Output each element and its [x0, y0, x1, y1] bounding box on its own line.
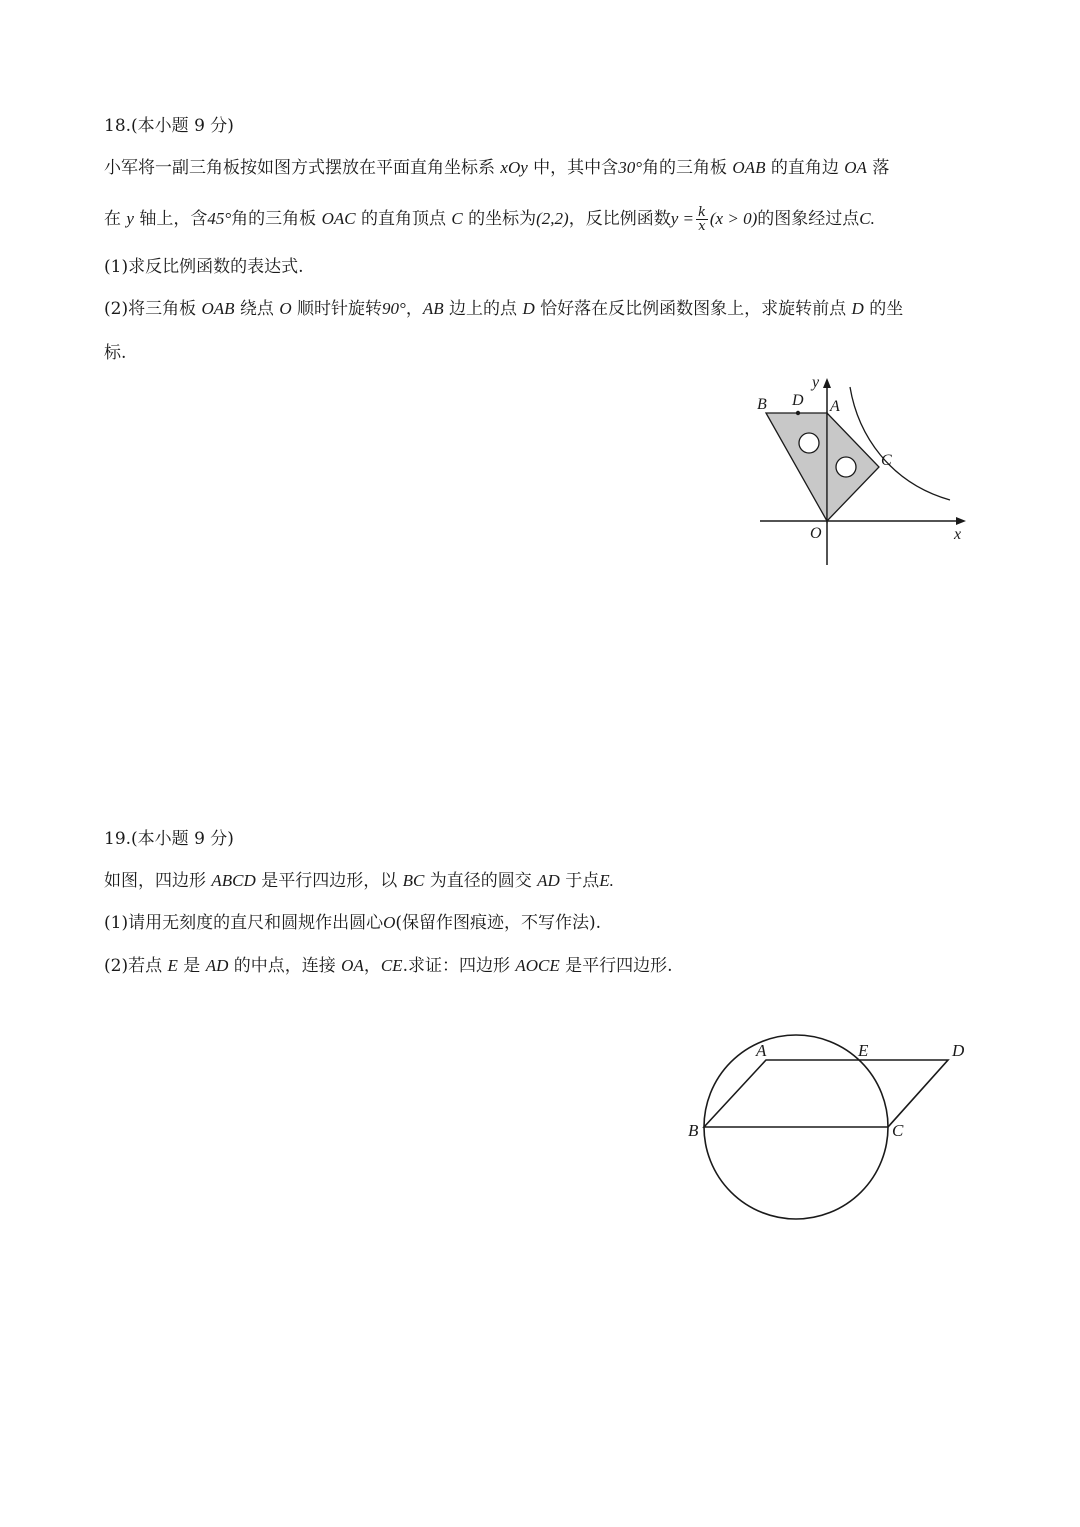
math: AD	[537, 871, 560, 890]
text: 轴上，含	[133, 209, 208, 229]
hyperbola-curve	[850, 387, 950, 500]
text: 的坐	[863, 299, 904, 319]
text: 是	[177, 956, 206, 976]
text: 的中点，连接	[228, 956, 342, 976]
parallelogram-abcd	[704, 1060, 948, 1127]
triangle-hole	[799, 433, 819, 453]
math: BC	[402, 871, 425, 890]
q18-title: 18.(本小题 9 分)	[104, 116, 234, 136]
math: 30°	[618, 158, 642, 177]
math: CE	[380, 956, 403, 975]
text: 绕点	[234, 299, 280, 319]
math: AD	[205, 956, 229, 975]
y-axis-arrow-icon	[823, 378, 831, 388]
x-axis-arrow-icon	[956, 517, 966, 525]
text: 中，其中含	[527, 158, 619, 178]
text: 的图象经过点	[757, 209, 860, 229]
text: 是平行四边形，以	[255, 871, 403, 891]
math: 45°	[207, 209, 232, 228]
label-b: B	[688, 1121, 699, 1140]
math: OA	[844, 158, 867, 177]
text: 角的三角板	[231, 209, 322, 229]
math: O	[279, 299, 292, 318]
q19-statement	[104, 869, 614, 893]
math: D	[522, 299, 535, 318]
math: OA	[341, 956, 364, 975]
fraction-denominator: x	[698, 219, 706, 234]
label-y: y	[812, 374, 820, 391]
fraction	[696, 206, 708, 233]
q19-title: 19.(本小题 9 分)	[104, 829, 234, 849]
math: xOy	[500, 158, 528, 177]
text: 小军将一副三角板按如图方式摆放在平面直角坐标系	[104, 158, 501, 178]
math: AOCE	[515, 956, 560, 975]
text: 的直角顶点	[355, 209, 452, 229]
q19-part2	[104, 954, 673, 978]
text: ，反比例函数	[568, 209, 671, 229]
text: 角的三角板	[642, 158, 733, 178]
text: ，	[363, 956, 381, 976]
q18-statement-line2	[104, 204, 875, 234]
triangle-oab	[766, 413, 827, 521]
text: (保留作图痕迹，不写作法).	[395, 913, 602, 933]
label-x: x	[954, 526, 962, 543]
q18-part1: (1)求反比例函数的表达式.	[104, 257, 304, 277]
label-o: O	[810, 525, 822, 542]
text: 边上的点	[443, 299, 523, 319]
math: C	[451, 209, 463, 228]
label-c: C	[892, 1121, 904, 1140]
math: (x > 0)	[709, 209, 758, 228]
math: OAC	[321, 209, 356, 228]
q19-figure	[680, 1025, 980, 1230]
label-a: A	[756, 1041, 767, 1060]
math: 90°	[382, 299, 406, 318]
math: D	[851, 299, 864, 318]
q18-figure	[740, 365, 980, 570]
math: (2,2)	[536, 209, 569, 228]
label-d: D	[792, 392, 804, 409]
text: 于点	[559, 871, 600, 891]
text: (2)将三角板	[104, 299, 202, 319]
text: (2)若点	[104, 956, 168, 976]
math: AB	[422, 299, 444, 318]
math: OAB	[201, 299, 235, 318]
math: O	[383, 913, 396, 932]
label-c: C	[881, 452, 892, 469]
math: C.	[859, 209, 875, 228]
text: 的坐标为	[462, 209, 537, 229]
point-d-dot	[796, 411, 800, 415]
triangle-hole	[836, 457, 856, 477]
q19-part1	[104, 911, 601, 935]
q18-part2-line1	[104, 297, 903, 321]
text: 是平行四边形.	[559, 956, 673, 976]
math: y =	[670, 209, 694, 228]
label-e: E	[858, 1041, 869, 1060]
text: 的直角边	[765, 158, 845, 178]
text: (1)请用无刻度的直尺和圆规作出圆心	[104, 913, 384, 933]
math: ABCD	[211, 871, 256, 890]
q18-statement-line1	[104, 156, 889, 180]
math: y	[126, 209, 134, 228]
label-d: D	[952, 1041, 965, 1060]
text: 顺时针旋转	[291, 299, 383, 319]
math: E.	[599, 871, 614, 890]
math: E	[167, 956, 178, 975]
q18-part2-line2: 标.	[104, 343, 127, 363]
text: 为直径的圆交	[424, 871, 538, 891]
label-a: A	[830, 398, 840, 415]
text: 如图，四边形	[104, 871, 212, 891]
math: OAB	[732, 158, 766, 177]
text: 落	[866, 158, 890, 178]
text: .求证：四边形	[402, 956, 516, 976]
text: ，	[405, 299, 423, 319]
text: 恰好落在反比例函数图象上，求旋转前点	[534, 299, 852, 319]
fraction-numerator: k	[698, 205, 706, 220]
text: 在	[104, 209, 127, 229]
label-b: B	[757, 396, 767, 413]
